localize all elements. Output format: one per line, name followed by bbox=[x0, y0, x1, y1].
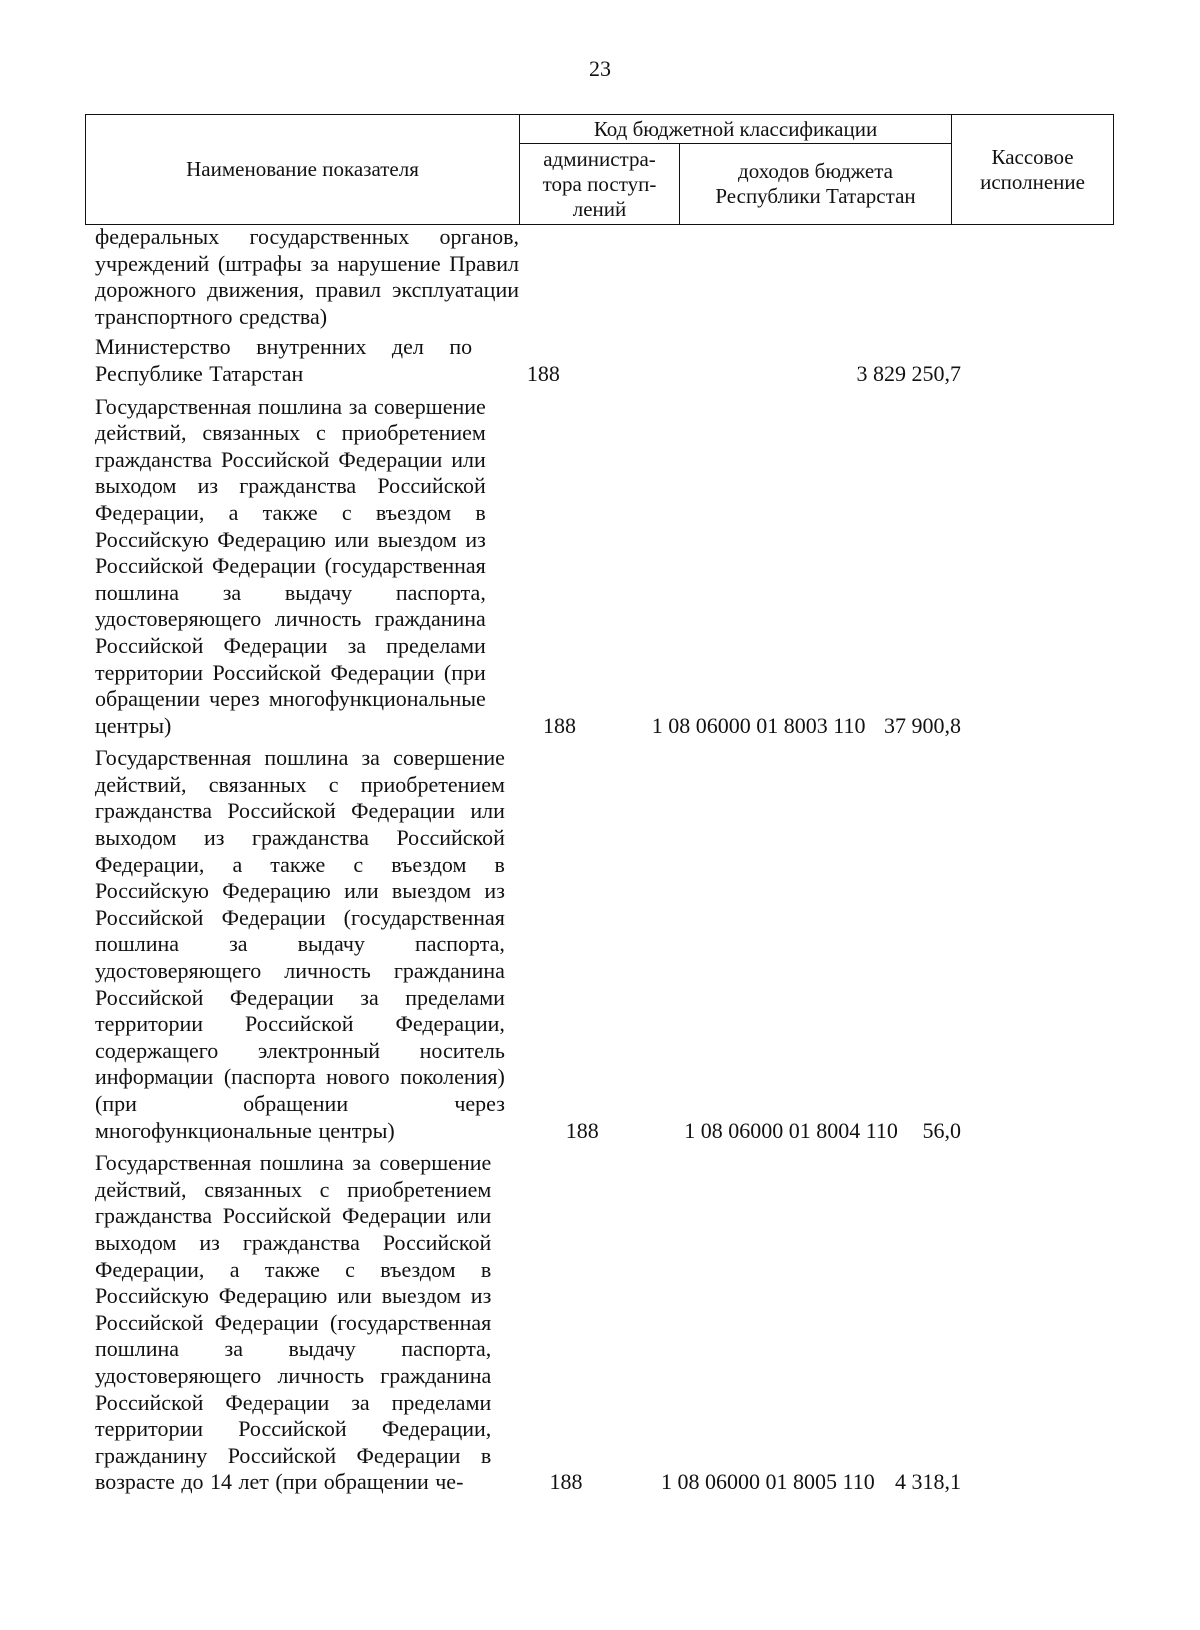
table-header bbox=[85, 114, 1114, 225]
table-row bbox=[85, 224, 965, 330]
indicator-name: Государственная пошлина за совершение действий, связанных с приобретением гражданства Российской Федерации или выходом из гражданства Российской Федерации, а также с въездом в Российскую Федерацию или выездом из Российской Федерации (государственная пошлина за выдачу паспорта, удостоверяющего личность гражданина Российской Федерации за пределами территории Российской Федерации, гражданину Российской Федерации в возрасте до 14 лет (при обращении че- bbox=[95, 1150, 492, 1495]
table-row bbox=[85, 1150, 965, 1496]
admin-code-column-header: администра-тора поступ-лений bbox=[520, 144, 680, 225]
admin-code: 188 bbox=[565, 1117, 599, 1143]
indicator-name: Государственная пошлина за совершение действий, связанных с приобретением гражданства Российской Федерации или выходом из гражданства Российской Федерации, а также с въездом в Российскую Федерацию или выездом из Российской Федерации (государственная пошлина за выдачу паспорта, удостоверяющего личность гражданина Российской Федерации за пределами территории Российской Федерации, содержащего электронный носитель информации (паспорта нового поколения) (при обращении через многофункциональные центры) bbox=[95, 745, 505, 1143]
indicator-name: Министерство внутренних дел по Республике Татарстан bbox=[95, 334, 473, 386]
amount-column-header: Кассовое исполнение bbox=[952, 115, 1114, 225]
income-code-column-header: доходов бюджета Республики Татарстан bbox=[680, 144, 952, 225]
table-row bbox=[85, 394, 965, 740]
admin-code: 188 bbox=[526, 360, 560, 386]
amount: 4 318,1 bbox=[895, 1469, 961, 1495]
name-column-header: Наименование показателя bbox=[86, 115, 520, 225]
income-code: 1 08 06000 01 8003 110 bbox=[651, 712, 866, 738]
admin-code: 188 bbox=[543, 712, 577, 738]
income-code: 1 08 06000 01 8004 110 bbox=[684, 1117, 898, 1143]
page-number: 23 bbox=[589, 56, 611, 81]
indicator-name: Государственная пошлина за совершение действий, связанных с приобретением гражданства Российской Федерации или выходом из гражданства Российской Федерации, а также с въездом в Российскую Федерацию или выездом из Российской Федерации (государственная пошлина за выдачу паспорта, удостоверяющего личность гражданина Российской Федерации за пределами территории Российской Федерации (при обращении через многофункциональные центры) bbox=[95, 393, 486, 738]
table-body bbox=[85, 224, 965, 1502]
table-row bbox=[85, 745, 965, 1144]
admin-code: 188 bbox=[549, 1469, 583, 1495]
budget-code-group-header: Код бюджетной классификации bbox=[520, 115, 952, 144]
amount: 56,0 bbox=[922, 1117, 961, 1143]
table-row bbox=[85, 334, 965, 387]
income-code: 1 08 06000 01 8005 110 bbox=[661, 1469, 875, 1495]
amount: 3 829 250,7 bbox=[856, 360, 961, 386]
amount: 37 900,8 bbox=[884, 712, 961, 738]
indicator-name: федеральных государственных органов, учреждений (штрафы за нарушение Правил дорожного движения, правил эксплуатации транспортного средства) bbox=[95, 224, 519, 329]
